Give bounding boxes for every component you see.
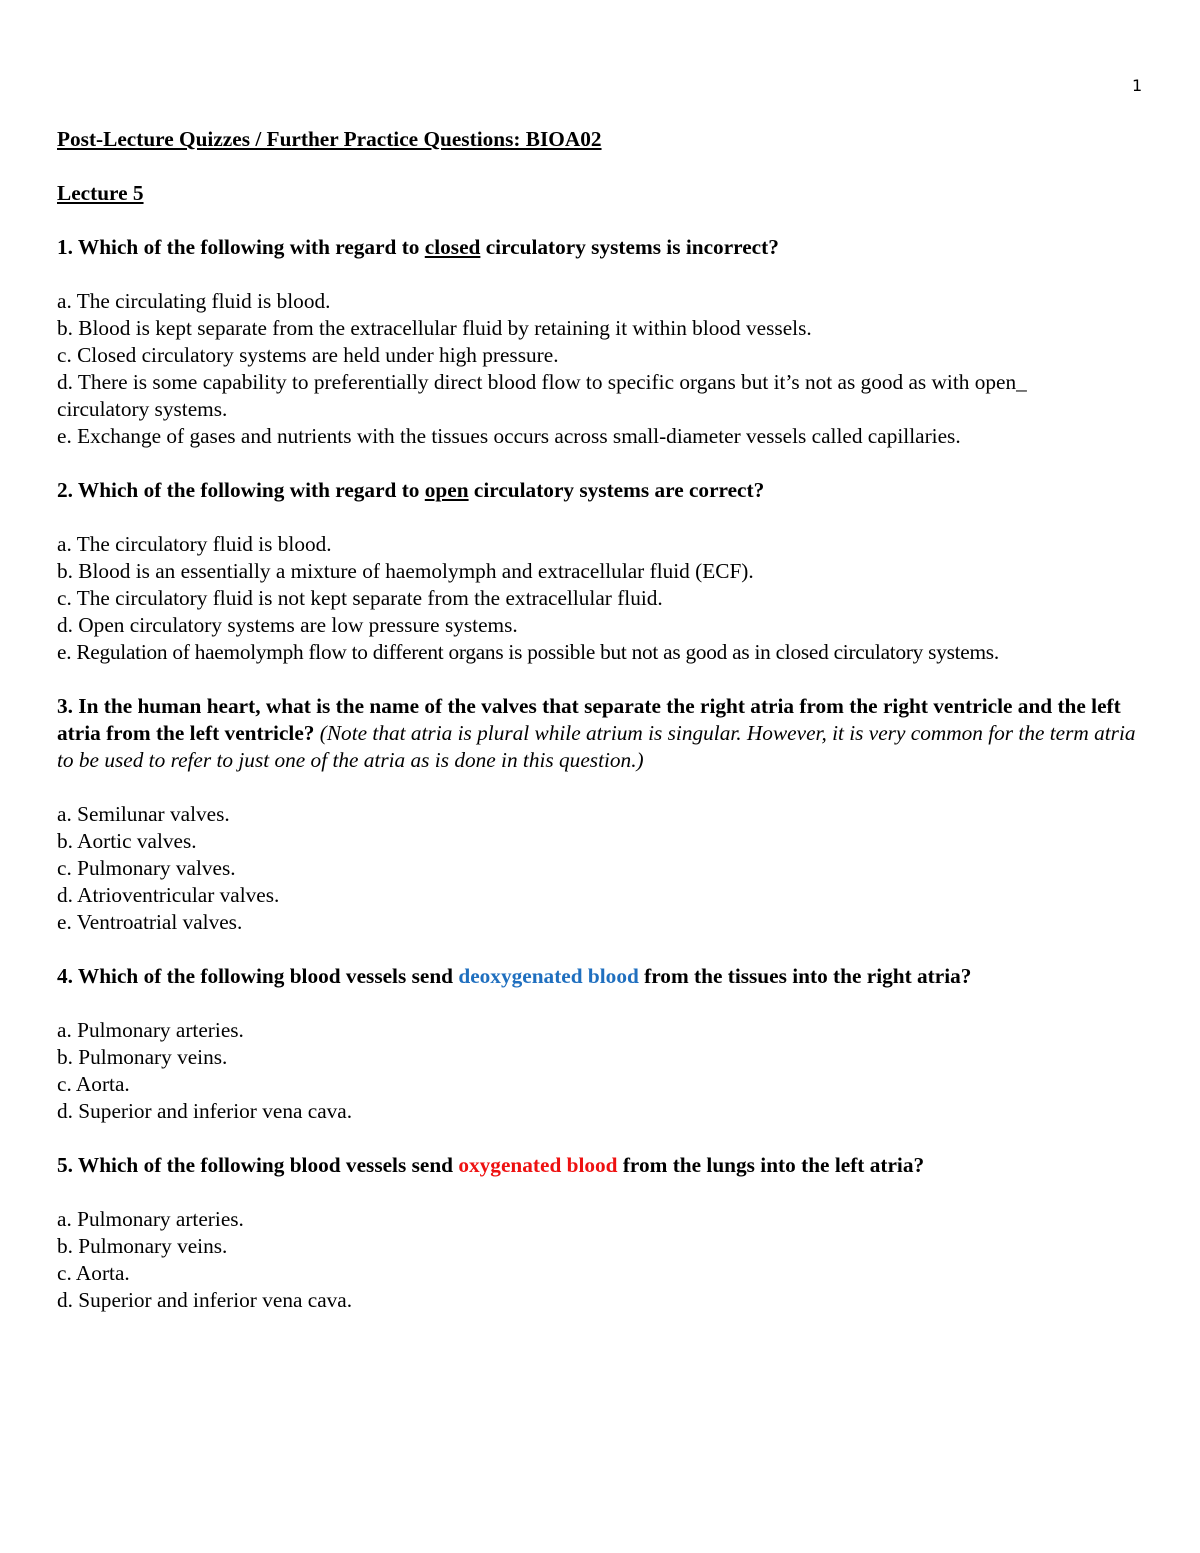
option-item: c. Closed circulatory systems are held under high pressure.: [57, 343, 559, 367]
question-2-text: [57, 477, 1147, 504]
option-item: b. Pulmonary veins.: [57, 1045, 228, 1069]
option-item: b. Aortic valves.: [57, 829, 197, 853]
question-1-suffix: circulatory systems is incorrect?: [480, 235, 779, 259]
option-item: a. The circulatory fluid is blood.: [57, 532, 332, 556]
question-4-suffix: from the tissues into the right atria?: [638, 964, 972, 988]
question-3: [57, 693, 1147, 936]
question-5-keyword: oxygenated blood: [458, 1153, 618, 1177]
option-item: d. Superior and inferior vena cava.: [57, 1288, 353, 1312]
question-4: [57, 963, 1147, 1125]
question-4-keyword: deoxygenated blood: [458, 964, 639, 988]
option-item: e. Ventroatrial valves.: [57, 910, 243, 934]
question-1-text: [57, 234, 1147, 261]
question-4-text: [57, 963, 1147, 990]
option-item: e. Exchange of gases and nutrients with the tissues occurs across small-diameter vessels called capillaries.: [57, 424, 961, 448]
question-2-prefix: 2. Which of the following with regard to: [57, 478, 425, 502]
option-item: c. Aorta.: [57, 1261, 130, 1285]
question-4-options: [57, 1017, 1147, 1125]
question-5-prefix: 5. Which of the following blood vessels send: [57, 1153, 459, 1177]
question-3-main: 3. In the human heart, what is the name of the valves that separate the right atria from the right ventricle and the left atria from the left ventricle?: [57, 694, 1121, 745]
option-item: c. Aorta.: [57, 1072, 130, 1096]
option-item: d. Atrioventricular valves.: [57, 883, 280, 907]
question-3-text: [57, 693, 1147, 774]
question-2-suffix: circulatory systems are correct?: [468, 478, 765, 502]
option-item: a. Pulmonary arteries.: [57, 1018, 244, 1042]
question-5-text: [57, 1152, 1147, 1179]
question-2-keyword: open: [424, 478, 469, 502]
question-1-prefix: 1. Which of the following with regard to: [57, 235, 425, 259]
page-number: 1: [1132, 76, 1143, 95]
option-item: a. Pulmonary arteries.: [57, 1207, 244, 1231]
document-title: Post-Lecture Quizzes / Further Practice Questions: BIOA02: [57, 127, 602, 151]
question-1: [57, 234, 1147, 450]
document-body: [57, 126, 1147, 1314]
option-item: c. Pulmonary valves.: [57, 856, 236, 880]
option-item: d. Superior and inferior vena cava.: [57, 1099, 353, 1123]
option-item: d. There is some capability to preferentially direct blood flow to specific organs but it’s not as good as with open_ circulatory systems.: [57, 370, 1027, 421]
question-3-note: (Note that atria is plural while atrium is singular. However, it is very common for the term atria to be used to refer to just one of the atria as is done in this question.): [57, 721, 1136, 772]
option-item: b. Pulmonary veins.: [57, 1234, 228, 1258]
option-item: a. Semilunar valves.: [57, 802, 230, 826]
option-item: a. The circulating fluid is blood.: [57, 289, 331, 313]
question-5: [57, 1152, 1147, 1314]
question-2: [57, 477, 1147, 666]
option-item: c. The circulatory fluid is not kept separate from the extracellular fluid.: [57, 586, 663, 610]
option-item: b. Blood is an essentially a mixture of haemolymph and extracellular fluid (ECF).: [57, 559, 754, 583]
question-2-options: [57, 531, 1147, 666]
question-4-prefix: 4. Which of the following blood vessels send: [57, 964, 459, 988]
question-1-options: [57, 288, 1147, 450]
option-item: e. Regulation of haemolymph flow to different organs is possible but not as good as in closed circulatory systems.: [57, 640, 999, 664]
question-5-suffix: from the lungs into the left atria?: [617, 1153, 925, 1177]
question-1-keyword: closed: [424, 235, 481, 259]
option-item: b. Blood is kept separate from the extracellular fluid by retaining it within blood vessels.: [57, 316, 812, 340]
question-3-options: [57, 801, 1147, 936]
question-5-options: [57, 1206, 1147, 1314]
lecture-heading: Lecture 5: [57, 181, 144, 205]
option-item: d. Open circulatory systems are low pressure systems.: [57, 613, 518, 637]
